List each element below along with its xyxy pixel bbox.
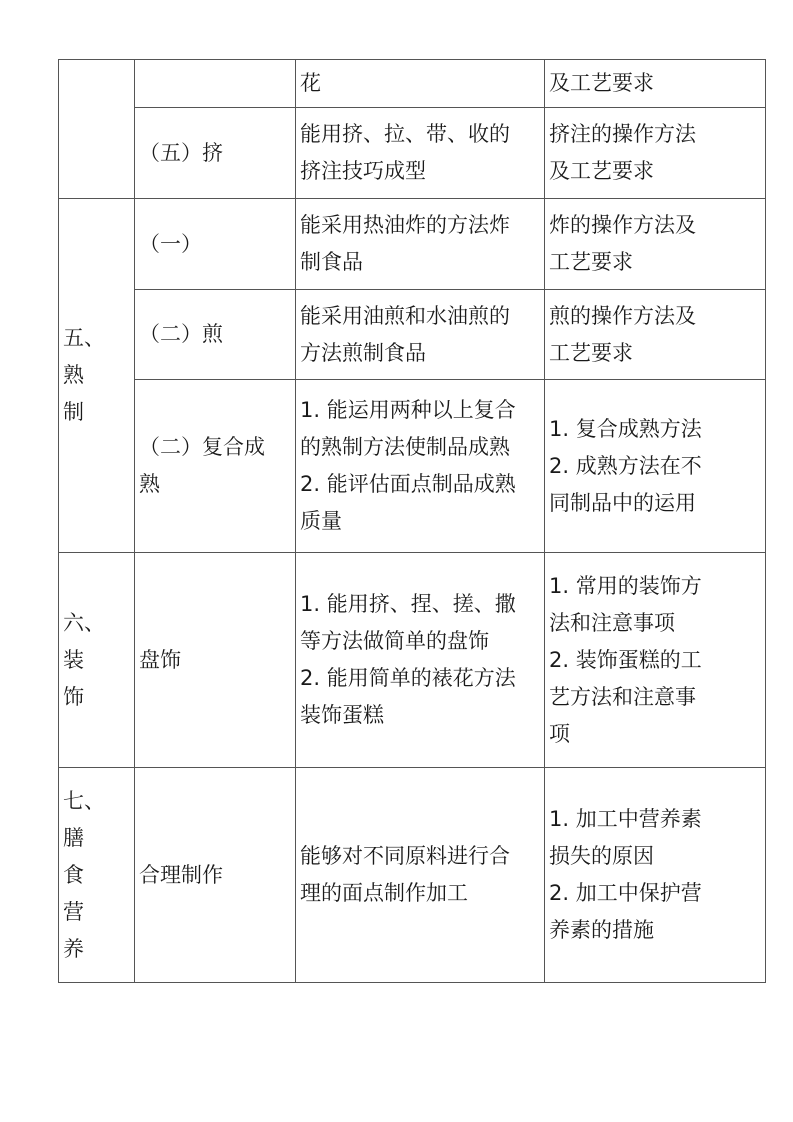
table-row	[59, 199, 766, 290]
cell-text: 饰	[63, 684, 84, 709]
cell-text: 同制品中的运用	[549, 490, 696, 515]
table-row	[59, 768, 766, 983]
knowledge-cell	[545, 108, 766, 199]
cell-text: 等方法做简单的盘饰	[300, 629, 489, 653]
cell-text: 营	[63, 899, 84, 924]
cell-text: 制食品	[300, 250, 363, 274]
cell-text: 花	[300, 71, 321, 95]
unit-cell	[135, 60, 296, 108]
table-row	[59, 553, 766, 768]
knowledge-cell	[545, 768, 766, 983]
table-row	[59, 380, 766, 553]
cell-text: 1. 能运用两种以上复合	[300, 398, 516, 422]
cell-text: 养素的措施	[549, 918, 654, 942]
cell-text: （五）挤	[139, 140, 223, 165]
skill-cell	[296, 768, 545, 983]
skill-cell	[296, 60, 545, 108]
cell-text: 法和注意事项	[549, 610, 675, 635]
cell-text: 1. 常用的装饰方	[549, 573, 702, 598]
cell-text: 熟	[63, 363, 84, 387]
knowledge-cell	[545, 290, 766, 380]
skill-cell	[296, 553, 545, 768]
cell-text: 理的面点制作加工	[300, 881, 468, 905]
table-row	[59, 60, 766, 108]
knowledge-cell	[545, 380, 766, 553]
knowledge-cell	[545, 553, 766, 768]
cell-text: 1. 复合成熟方法	[549, 416, 702, 441]
cell-text: 能用挤、拉、带、收的	[300, 122, 510, 146]
cell-text: 五、	[63, 326, 105, 350]
cell-text: 六、	[63, 610, 105, 635]
cell-text: （二）煎	[139, 322, 223, 346]
cell-text: 1. 能用挤、捏、搓、撒	[300, 592, 516, 616]
unit-cell	[135, 768, 296, 983]
cell-text: 装饰蛋糕	[300, 703, 384, 727]
cell-text: 工艺要求	[549, 340, 633, 365]
syllabus-table	[58, 59, 766, 983]
cell-text: 及工艺要求	[549, 159, 654, 183]
cell-text: 及工艺要求	[549, 71, 654, 95]
table-row	[59, 290, 766, 380]
unit-cell	[135, 553, 296, 768]
skill-cell	[296, 199, 545, 290]
section-cell	[59, 768, 135, 983]
cell-text: 项	[549, 721, 570, 746]
section-cell	[59, 60, 135, 199]
cell-text: 2. 能用简单的裱花方法	[300, 666, 516, 690]
cell-text: 挤注的操作方法	[549, 122, 696, 146]
cell-text: 方法煎制食品	[300, 340, 426, 365]
cell-text: 七、	[63, 788, 105, 813]
cell-text: 2. 加工中保护营	[549, 881, 702, 905]
skill-cell	[296, 290, 545, 380]
cell-text: 质量	[300, 509, 342, 533]
unit-cell	[135, 290, 296, 380]
section-cell	[59, 199, 135, 553]
cell-text: 2. 装饰蛋糕的工	[549, 647, 702, 672]
skill-cell	[296, 108, 545, 199]
cell-text: （一）	[139, 231, 202, 256]
cell-text: 1. 加工中营养素	[549, 807, 702, 831]
cell-text: 熟	[139, 472, 160, 496]
cell-text: 合理制作	[139, 862, 223, 887]
cell-text: 煎的操作方法及	[549, 303, 696, 328]
knowledge-cell	[545, 199, 766, 290]
cell-text: 艺方法和注意事	[549, 684, 696, 709]
cell-text: 损失的原因	[549, 844, 654, 868]
skill-cell	[296, 380, 545, 553]
unit-cell	[135, 108, 296, 199]
cell-text: 食	[63, 862, 84, 887]
unit-cell	[135, 380, 296, 553]
cell-text: 炸的操作方法及	[549, 213, 696, 237]
cell-text: 2. 能评估面点制品成熟	[300, 472, 516, 496]
knowledge-cell	[545, 60, 766, 108]
cell-text: 2. 成熟方法在不	[549, 453, 702, 478]
cell-text: （二）复合成	[139, 435, 265, 459]
cell-text: 装	[63, 647, 84, 672]
cell-text: 工艺要求	[549, 250, 633, 274]
section-cell	[59, 553, 135, 768]
cell-text: 养	[63, 936, 84, 961]
cell-text: 挤注技巧成型	[300, 159, 426, 183]
cell-text: 能够对不同原料进行合	[300, 844, 510, 868]
cell-text: 盘饰	[139, 647, 181, 672]
unit-cell	[135, 199, 296, 290]
cell-text: 的熟制方法使制品成熟	[300, 435, 510, 459]
cell-text: 能采用油煎和水油煎的	[300, 303, 510, 328]
cell-text: 能采用热油炸的方法炸	[300, 213, 510, 237]
table-row	[59, 108, 766, 199]
cell-text: 制	[63, 400, 84, 424]
cell-text: 膳	[63, 825, 84, 850]
